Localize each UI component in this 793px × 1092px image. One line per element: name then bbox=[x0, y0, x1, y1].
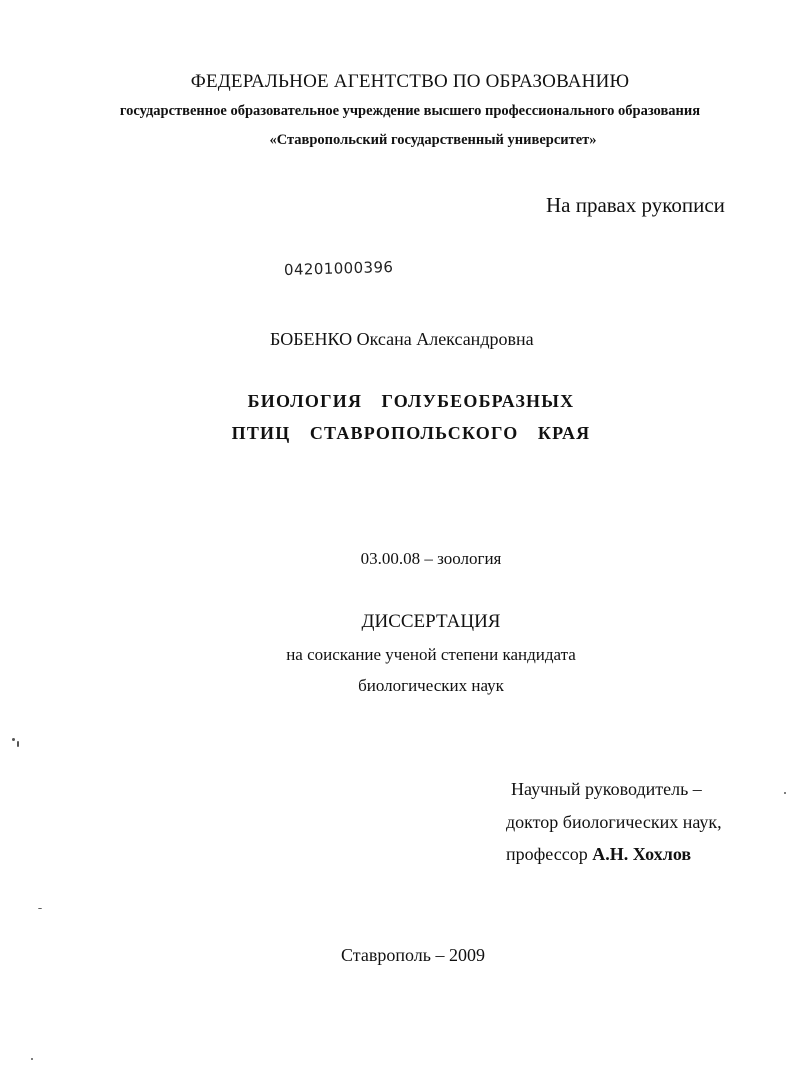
dissertation-title-line-1: БИОЛОГИЯ ГОЛУБЕОБРАЗНЫХ bbox=[247, 391, 575, 411]
scan-speck bbox=[12, 738, 15, 741]
advisor-degree: доктор биологических наук, bbox=[506, 812, 722, 832]
dissertation-type: ДИССЕРТАЦИЯ bbox=[361, 611, 501, 632]
scan-speck bbox=[17, 741, 19, 747]
library-stamp-number: 04201000396 bbox=[283, 257, 394, 279]
scan-speck bbox=[784, 792, 786, 794]
advisor-title-line bbox=[506, 845, 691, 863]
degree-line-2: биологических наук bbox=[358, 676, 504, 695]
dissertation-title-line-2: ПТИЦ СТАВРОПОЛЬСКОГО КРАЯ bbox=[231, 423, 591, 443]
manuscript-rights-note: На правах рукописи bbox=[546, 193, 725, 217]
specialty-code: 03.00.08 – зоология bbox=[360, 549, 502, 568]
advisor-name: А.Н. Хохлов bbox=[592, 844, 692, 864]
author-name: БОБЕНКО Оксана Александровна bbox=[270, 329, 534, 349]
institution-type: государственное образовательное учреждение высшего профессионального образования bbox=[119, 103, 701, 119]
agency-heading: ФЕДЕРАЛЬНОЕ АГЕНТСТВО ПО ОБРАЗОВАНИЮ bbox=[190, 71, 630, 92]
university-name: «Ставропольский государственный университет» bbox=[269, 132, 597, 148]
advisor-title: профессор bbox=[506, 844, 588, 864]
degree-line-1: на соискание ученой степени кандидата bbox=[286, 645, 576, 664]
scan-speck bbox=[38, 908, 42, 909]
city-year: Ставрополь – 2009 bbox=[341, 945, 485, 965]
advisor-role: Научный руководитель – bbox=[511, 779, 702, 799]
scan-speck bbox=[31, 1058, 33, 1060]
